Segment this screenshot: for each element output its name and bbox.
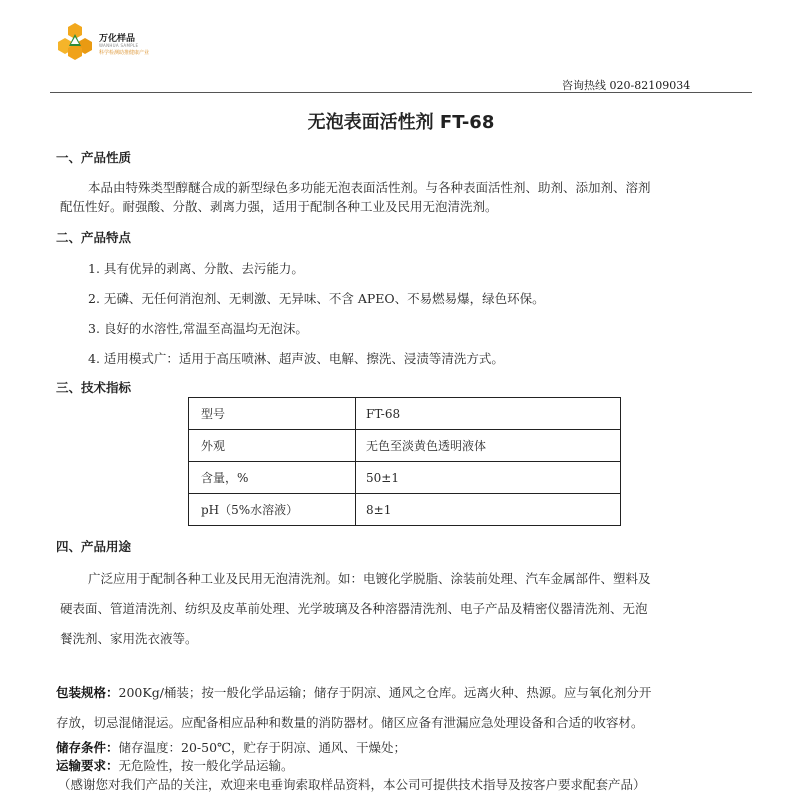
- storage-text: 储存温度：20-50℃，贮存于阴凉、通风、干燥处；: [118, 740, 407, 755]
- transport-text: 无危险性，按一般化学品运输。: [118, 758, 294, 773]
- table-row: [189, 494, 621, 526]
- logo-slogan: 科学检测助推健康产业: [99, 50, 150, 56]
- section-heading-properties: 一、产品性质: [56, 150, 132, 165]
- transport-line: [56, 756, 294, 774]
- applications-line-2: 硬表面、管道清洗剂、纺织及皮革前处理、光学玻璃及各种溶器清洗剂、电子产品及精密仪器清洗剂、无泡: [60, 601, 648, 616]
- properties-line-1: 本品由特殊类型醇醚合成的新型绿色多功能无泡表面活性剂。与各种表面活性剂、助剂、添加剂、溶剂: [88, 180, 651, 195]
- table-row: [189, 430, 621, 462]
- spec-value: FT-68: [356, 398, 621, 430]
- table-row: [189, 462, 621, 494]
- spec-table: [188, 397, 621, 526]
- spec-value: 50±1: [356, 462, 621, 494]
- spec-name: 含量，%: [189, 462, 356, 494]
- packaging-line-2: 存放，切忌混储混运。应配备相应品种和数量的消防器材。储区应备有泄漏应急处理设备和合适的收容材。: [56, 715, 644, 730]
- header-divider: [50, 92, 752, 93]
- spec-name: pH（5%水溶液）: [189, 494, 356, 526]
- footer-note: （感谢您对我们产品的关注，欢迎来电垂询索取样品资料，本公司可提供技术指导及按客户要求配套产品）: [58, 777, 646, 792]
- properties-line-2: 配伍性好。耐强酸、分散、剥离力强，适用于配制各种工业及民用无泡清洗剂。: [60, 199, 498, 214]
- logo-name: 万化样品: [99, 34, 136, 44]
- company-logo: [55, 22, 165, 62]
- section-heading-features: 二、产品特点: [56, 230, 132, 245]
- hexagon-logo-icon: [55, 22, 95, 62]
- packaging-label: 包装规格：: [56, 685, 119, 700]
- table-row: [189, 398, 621, 430]
- feature-item-2: 2. 无磷、无任何消泡剂、无刺激、无异味、不含 APEO、不易燃易爆，绿色环保。: [88, 291, 545, 306]
- spec-name: 型号: [189, 398, 356, 430]
- hotline: 咨询热线 020-82109034: [562, 79, 691, 92]
- storage-label: 储存条件：: [56, 740, 119, 755]
- spec-name: 外观: [189, 430, 356, 462]
- spec-value: 无色至淡黄色透明液体: [356, 430, 621, 462]
- logo-subtitle: WANHUA SAMPLE: [99, 43, 139, 48]
- spec-value: 8±1: [356, 494, 621, 526]
- transport-label: 运输要求：: [56, 758, 119, 773]
- storage-line: [56, 738, 406, 756]
- packaging-line-1: [56, 683, 651, 701]
- section-heading-applications: 四、产品用途: [56, 539, 132, 554]
- applications-line-1: 广泛应用于配制各种工业及民用无泡清洗剂。如：电镀化学脱脂、涂装前处理、汽车金属部件、塑料及: [88, 571, 651, 586]
- feature-item-3: 3. 良好的水溶性,常温至高温均无泡沫。: [88, 321, 308, 336]
- section-heading-specs: 三、技术指标: [56, 380, 132, 395]
- packaging-text-1: 200Kg/桶装；按一般化学品运输；储存于阴凉、通风之仓库。远离火种、热源。应与氧化剂分开: [118, 685, 652, 700]
- page-title: 无泡表面活性剂 FT-68: [307, 112, 495, 133]
- feature-item-1: 1. 具有优异的剥离、分散、去污能力。: [88, 261, 304, 276]
- feature-item-4: 4. 适用模式广：适用于高压喷淋、超声波、电解、擦洗、浸渍等清洗方式。: [88, 351, 504, 366]
- applications-line-3: 餐洗剂、家用洗衣液等。: [60, 631, 198, 646]
